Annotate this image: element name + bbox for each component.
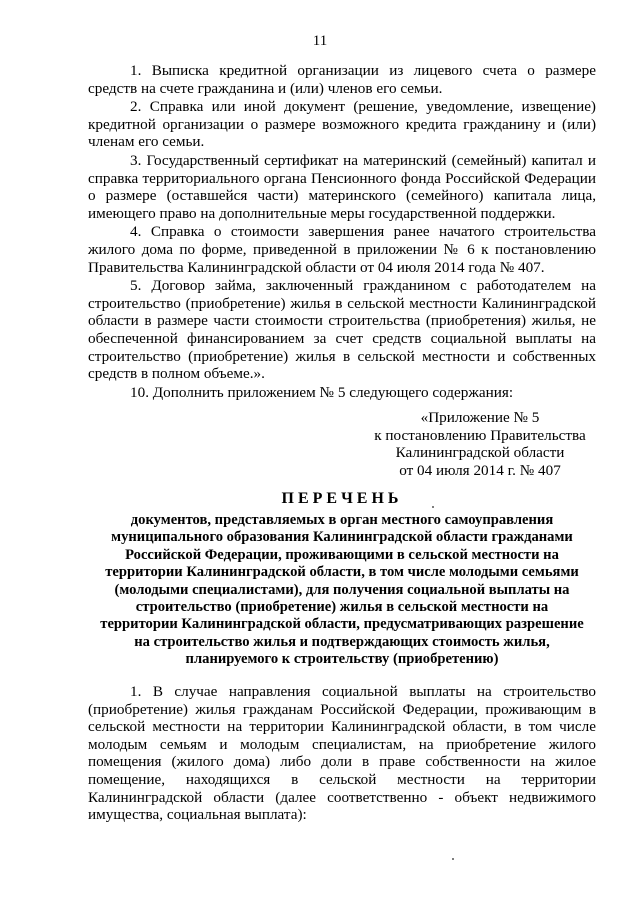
subtitle-line: документов, представляемых в орган местного самоуправления xyxy=(130,512,554,528)
scan-speck xyxy=(432,506,434,508)
page-number: 11 xyxy=(312,33,328,49)
document-title: ПЕРЕЧЕНЬ xyxy=(281,490,403,507)
paragraph-10: 10. Дополнить приложением № 5 следующего содержания: xyxy=(130,383,514,401)
paragraph-2: 2. Справка или иной документ (решение, уведомление, извещение) кредитной организации о размере возможного кредита гражданину и (или) членам его семьи. xyxy=(88,98,596,151)
paragraph-4: 4. Справка о стоимости завершения ранее начатого строительства жилого дома по форме, приведенной в приложении № 6 к постановлению Правительства Калининградской области от 04 июля 2014 года № 407. xyxy=(88,223,596,276)
list-paragraph-1: 1. В случае направления социальной выплаты на строительство (приобретение) жилья гражданам Российской Федерации, проживающим в сельской местности на территории Калининградской области, в том числе молодым семьям и молодым специалистам, на приобретение жилого помещения (жилого дома) либо доли в праве собственности на жилое помещение, находящихся в сельской местности на территории Калининградской области (далее соответственно - объект недвижимого имущества, социальная выплата): xyxy=(88,683,596,824)
subtitle-line: планируемого к строительству (приобретению) xyxy=(185,651,499,668)
subtitle-line: муниципального образования Калининградской области гражданами xyxy=(111,529,573,546)
paragraph-5: 5. Договор займа, заключенный гражданином с работодателем на строительство (приобретение) жилья в сельской местности Калининградской области в размере части стоимости строительства (приобретения) жилья, не обеспеченной финансированием за счет средств социальной выплаты на строительство (приобретение) жилья в сельской местности и собственных средств в полном объеме.». xyxy=(88,277,596,383)
attachment-line: к постановлению Правительства xyxy=(374,426,586,444)
subtitle-line: территории Калининградской области, предусматривающих разрешение xyxy=(100,616,584,633)
paragraph-1: 1. Выписка кредитной организации из лицевого счета о размере средств на счете гражданина и (или) членов его семьи. xyxy=(88,62,596,97)
subtitle-line: Российской Федерации, проживающими в сельской местности на xyxy=(125,546,559,563)
scan-speck xyxy=(452,858,454,860)
attachment-line: от 04 июля 2014 г. № 407 xyxy=(399,461,561,479)
amendment-list xyxy=(88,62,596,402)
attachment-line: «Приложение № 5 xyxy=(420,409,540,426)
subtitle-line: строительство (приобретение) жилья в сельской местности на xyxy=(135,599,549,616)
attachment-line: Калининградской области xyxy=(395,444,565,462)
attachment-header xyxy=(360,409,600,479)
subtitle-line: на строительство жилья и подтверждающих стоимость жилья, xyxy=(134,633,550,650)
list-section xyxy=(88,683,596,825)
subtitle-line: территории Калининградской области, в том числе молодыми семьями xyxy=(105,564,579,581)
document-subtitle xyxy=(100,512,584,669)
subtitle-line: (молодыми специалистами), для получения социальной выплаты на xyxy=(114,581,570,598)
paragraph-3: 3. Государственный сертификат на материнский (семейный) капитал и справка территориального органа Пенсионного фонда Российской Федерации о размере (оставшейся части) материнского (семейного) капитала лица, имеющего право на дополнительные меры государственной поддержки. xyxy=(88,151,596,222)
